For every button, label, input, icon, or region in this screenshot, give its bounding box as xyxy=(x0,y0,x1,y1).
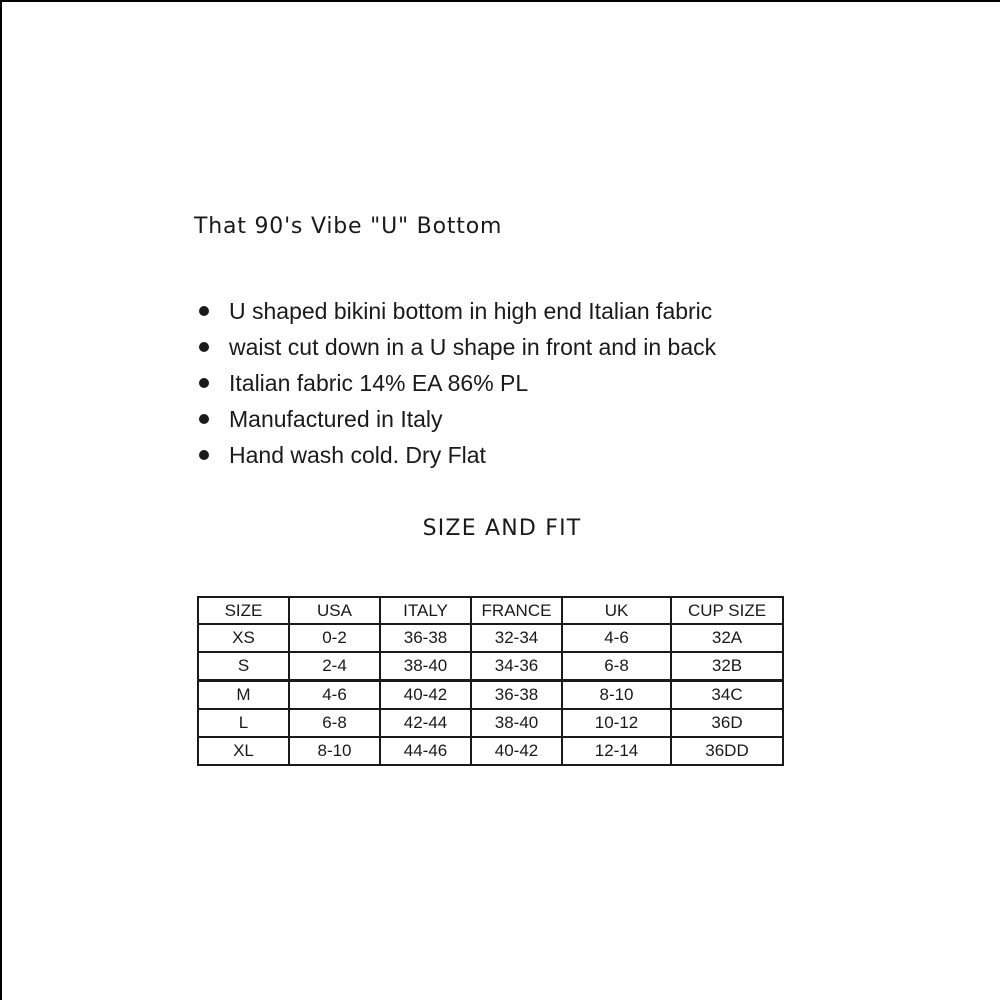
table-cell: 4-6 xyxy=(289,681,380,710)
table-cell: 36-38 xyxy=(380,624,471,652)
column-header-usa: USA xyxy=(289,597,380,624)
feature-text: waist cut down in a U shape in front and in back xyxy=(229,334,717,360)
feature-item xyxy=(198,365,716,401)
table-cell: 40-42 xyxy=(380,681,471,710)
table-cell: XL xyxy=(198,737,289,765)
column-header-cup-size: CUP SIZE xyxy=(671,597,783,624)
table-row xyxy=(198,709,783,737)
table-cell: 38-40 xyxy=(380,652,471,681)
table-cell: 8-10 xyxy=(562,681,671,710)
size-and-fit-heading: SIZE AND FIT xyxy=(422,516,582,541)
table-row xyxy=(198,681,783,710)
table-cell: XS xyxy=(198,624,289,652)
column-header-size: SIZE xyxy=(198,597,289,624)
table-cell: L xyxy=(198,709,289,737)
size-chart-table xyxy=(197,596,784,766)
table-cell: 8-10 xyxy=(289,737,380,765)
feature-item xyxy=(198,329,716,365)
table-header-row xyxy=(198,597,783,624)
product-title: That 90's Vibe "U" Bottom xyxy=(194,214,503,239)
bullet-icon xyxy=(199,306,209,316)
table-cell: 32A xyxy=(671,624,783,652)
table-row xyxy=(198,624,783,652)
table-cell: 4-6 xyxy=(562,624,671,652)
bullet-icon xyxy=(199,450,209,460)
table-cell: S xyxy=(198,652,289,681)
table-cell: 32-34 xyxy=(471,624,562,652)
table-cell: 12-14 xyxy=(562,737,671,765)
feature-item xyxy=(198,293,716,329)
table-cell: 44-46 xyxy=(380,737,471,765)
feature-item xyxy=(198,437,716,473)
table-row xyxy=(198,652,783,681)
table-cell: M xyxy=(198,681,289,710)
table-cell: 36DD xyxy=(671,737,783,765)
table-cell: 34C xyxy=(671,681,783,710)
table-cell: 6-8 xyxy=(289,709,380,737)
table-cell: 2-4 xyxy=(289,652,380,681)
feature-text: Manufactured in Italy xyxy=(229,406,443,432)
table-cell: 10-12 xyxy=(562,709,671,737)
feature-text: Hand wash cold. Dry Flat xyxy=(229,442,486,468)
column-header-italy: ITALY xyxy=(380,597,471,624)
column-header-france: FRANCE xyxy=(471,597,562,624)
table-row xyxy=(198,737,783,765)
feature-text: Italian fabric 14% EA 86% PL xyxy=(229,370,529,396)
table-cell: 6-8 xyxy=(562,652,671,681)
column-header-uk: UK xyxy=(562,597,671,624)
table-cell: 36D xyxy=(671,709,783,737)
table-cell: 40-42 xyxy=(471,737,562,765)
table-cell: 42-44 xyxy=(380,709,471,737)
feature-list xyxy=(198,293,716,473)
table-cell: 36-38 xyxy=(471,681,562,710)
table-cell: 0-2 xyxy=(289,624,380,652)
bullet-icon xyxy=(199,342,209,352)
feature-text: U shaped bikini bottom in high end Italian fabric xyxy=(229,298,713,324)
feature-item xyxy=(198,401,716,437)
table-cell: 34-36 xyxy=(471,652,562,681)
table-cell: 38-40 xyxy=(471,709,562,737)
bullet-icon xyxy=(199,414,209,424)
bullet-icon xyxy=(199,378,209,388)
table-cell: 32B xyxy=(671,652,783,681)
